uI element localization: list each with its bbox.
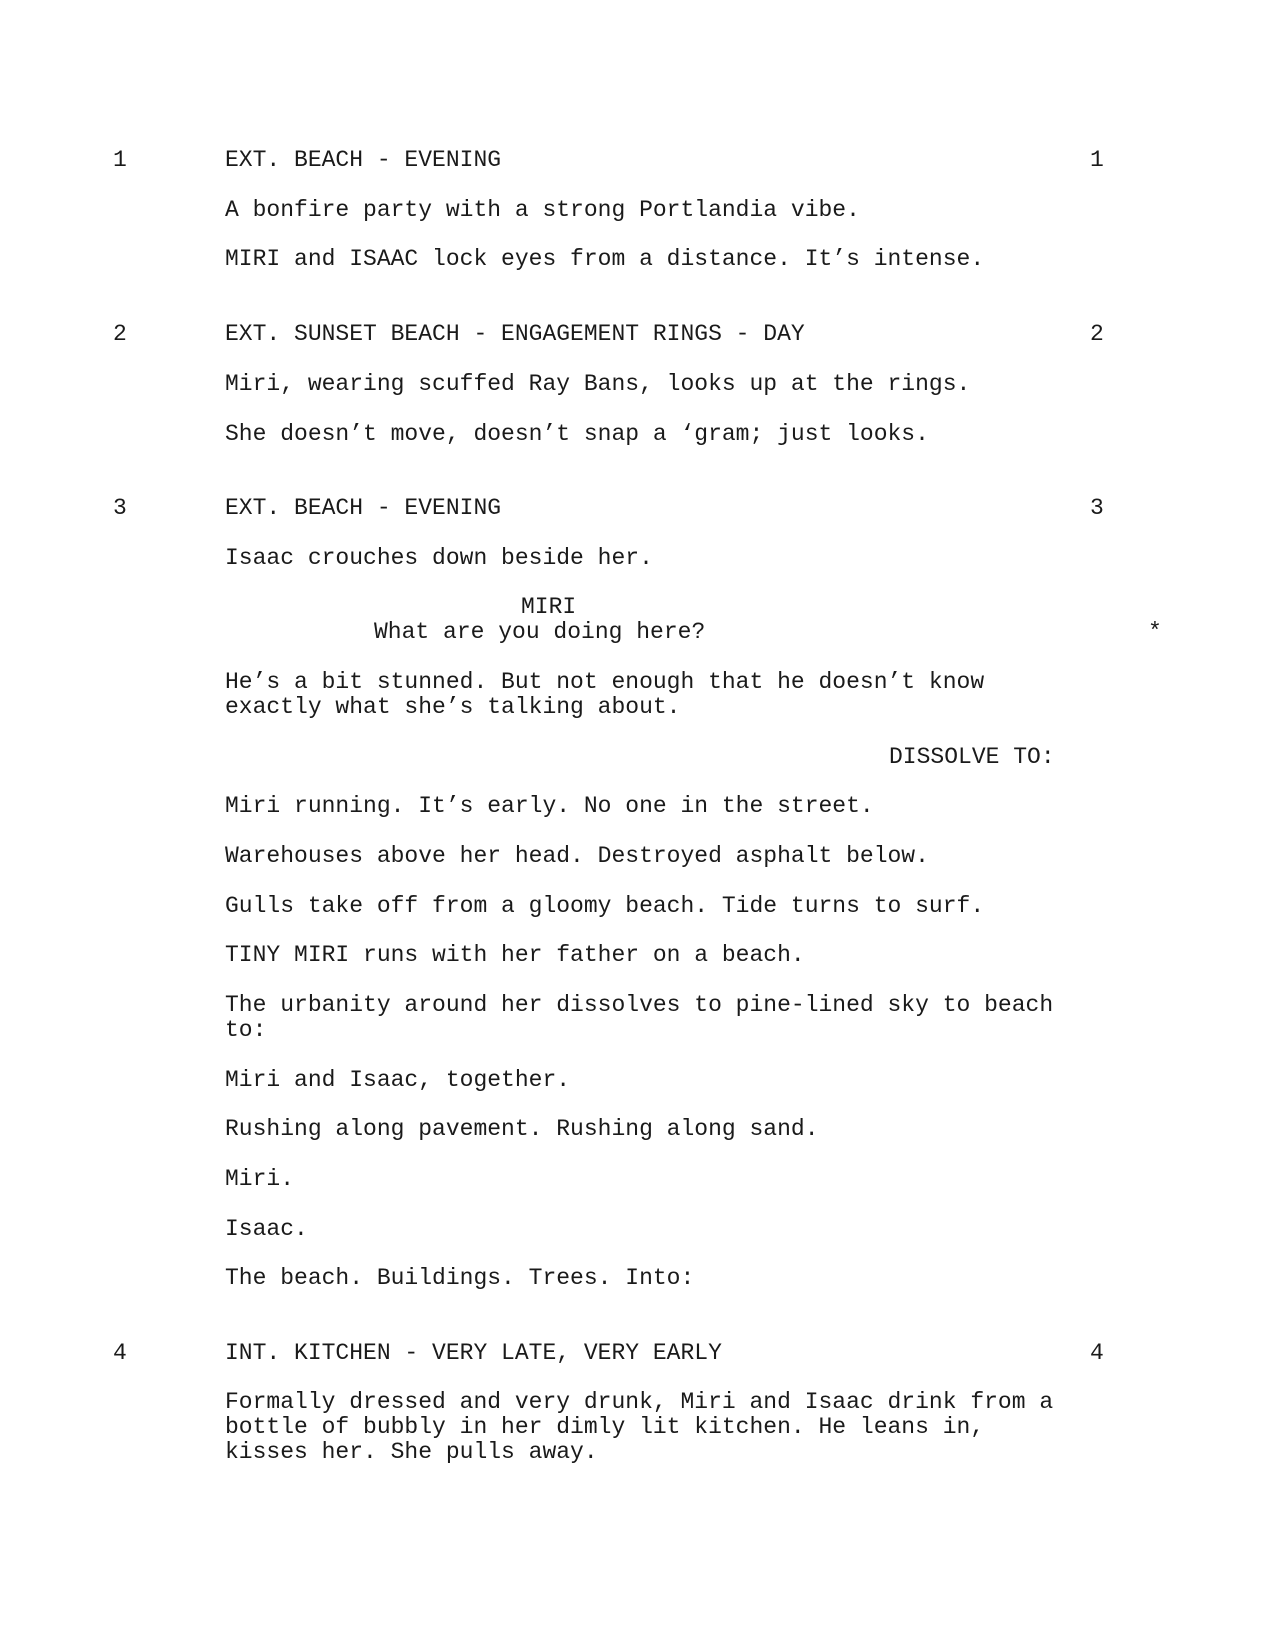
scene-number-right: 3 (1090, 495, 1104, 521)
scene-heading: EXT. SUNSET BEACH - ENGAGEMENT RINGS - DAY (225, 321, 805, 347)
scene-heading: EXT. BEACH - EVENING (225, 495, 502, 521)
scene-number-right: 2 (1090, 321, 1104, 347)
action-line: to: (225, 1017, 267, 1043)
character-name: MIRI (521, 594, 577, 620)
action-line: exactly what she’s talking about. (225, 694, 681, 720)
scene-number-left: 2 (113, 321, 127, 347)
dialogue-line: What are you doing here? (374, 619, 706, 645)
scene-number-left: 4 (113, 1340, 127, 1366)
action-line: Gulls take off from a gloomy beach. Tide turns to surf. (225, 893, 985, 919)
scene-number-left: 3 (113, 495, 127, 521)
action-line: Miri and Isaac, together. (225, 1067, 571, 1093)
revision-asterisk: * (1148, 619, 1162, 645)
scene-number-right: 1 (1090, 147, 1104, 173)
action-line: The beach. Buildings. Trees. Into: (225, 1265, 695, 1291)
scene-heading: INT. KITCHEN - VERY LATE, VERY EARLY (225, 1340, 722, 1366)
action-line: He’s a bit stunned. But not enough that he doesn’t know (225, 669, 985, 695)
action-line: Miri, wearing scuffed Ray Bans, looks up at the rings. (225, 371, 971, 397)
action-line: kisses her. She pulls away. (225, 1439, 598, 1465)
action-line: MIRI and ISAAC lock eyes from a distance. It’s intense. (225, 246, 985, 272)
scene-number-right: 4 (1090, 1340, 1104, 1366)
action-line: bottle of bubbly in her dimly lit kitchen. He leans in, (225, 1414, 985, 1440)
action-line: TINY MIRI runs with her father on a beach. (225, 942, 805, 968)
action-line: She doesn’t move, doesn’t snap a ‘gram; just looks. (225, 421, 929, 447)
scene-number-left: 1 (113, 147, 127, 173)
action-line: Warehouses above her head. Destroyed asphalt below. (225, 843, 929, 869)
action-line: Miri running. It’s early. No one in the street. (225, 793, 874, 819)
scene-heading: EXT. BEACH - EVENING (225, 147, 502, 173)
action-line: Isaac crouches down beside her. (225, 545, 653, 571)
transition: DISSOLVE TO: (889, 744, 1055, 770)
action-line: Miri. (225, 1166, 295, 1192)
action-line: A bonfire party with a strong Portlandia vibe. (225, 197, 860, 223)
action-line: Isaac. (225, 1216, 308, 1242)
action-line: Rushing along pavement. Rushing along sand. (225, 1116, 819, 1142)
action-line: Formally dressed and very drunk, Miri and Isaac drink from a (225, 1389, 1054, 1415)
action-line: The urbanity around her dissolves to pine-lined sky to beach (225, 992, 1054, 1018)
